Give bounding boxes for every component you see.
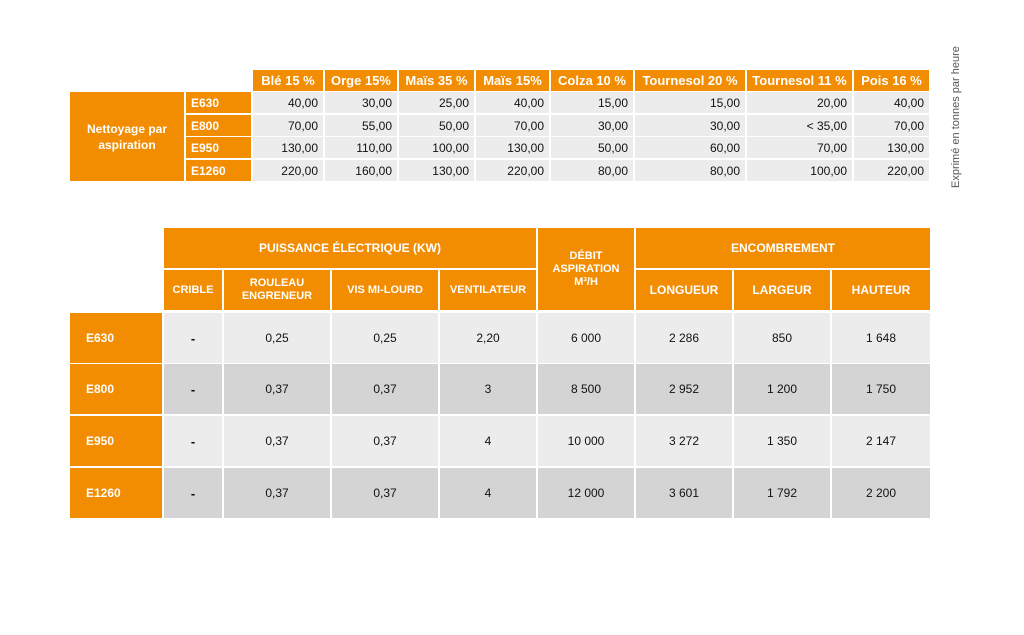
table2-cell: 0,37 bbox=[224, 416, 330, 466]
table1-cell: 40,00 bbox=[253, 92, 323, 113]
table2-cell: 0,37 bbox=[332, 416, 438, 466]
table1-cell: 100,00 bbox=[399, 137, 474, 158]
table2-cell: 0,37 bbox=[332, 468, 438, 518]
table2-cell: 8 500 bbox=[538, 364, 634, 414]
table1-cell: 220,00 bbox=[854, 160, 929, 181]
encombrement-group-header: ENCOMBREMENT bbox=[636, 228, 930, 268]
table1-cell: 15,00 bbox=[635, 92, 745, 113]
power-subheader-2: VIS MI-LOURD bbox=[332, 270, 438, 310]
table1-cell: 15,00 bbox=[551, 92, 633, 113]
table2-model-2: E950 bbox=[70, 416, 162, 466]
table1-cell: 130,00 bbox=[476, 137, 549, 158]
power-subheader-3: VENTILATEUR bbox=[440, 270, 536, 310]
debit-header: DÉBIT ASPIRATION M³/H bbox=[538, 228, 634, 310]
table2-cell: 3 272 bbox=[636, 416, 732, 466]
table1-model-3: E1260 bbox=[186, 160, 251, 181]
table1-header-4: Colza 10 % bbox=[551, 70, 633, 91]
table2-cell: 0,37 bbox=[224, 468, 330, 518]
dim-subheader-2: HAUTEUR bbox=[832, 270, 930, 310]
dim-subheader-1: LARGEUR bbox=[734, 270, 830, 310]
table1-cell: 55,00 bbox=[325, 115, 397, 136]
dim-subheader-0: LONGUEUR bbox=[636, 270, 732, 310]
table1-header-2: Maïs 35 % bbox=[399, 70, 474, 91]
table2-cell: 2 952 bbox=[636, 364, 732, 414]
table1-cell: 70,00 bbox=[747, 137, 852, 158]
table2-cell: 10 000 bbox=[538, 416, 634, 466]
table1-cell: 70,00 bbox=[476, 115, 549, 136]
table2-cell: 2 286 bbox=[636, 313, 732, 363]
table2-cell: 12 000 bbox=[538, 468, 634, 518]
table2-cell: - bbox=[164, 416, 222, 466]
table1-cell: 25,00 bbox=[399, 92, 474, 113]
table2-cell: 3 bbox=[440, 364, 536, 414]
table1-group-label: Nettoyage par aspiration bbox=[70, 92, 184, 181]
table1-cell: 220,00 bbox=[476, 160, 549, 181]
table2-cell: 1 750 bbox=[832, 364, 930, 414]
table1-cell: 70,00 bbox=[253, 115, 323, 136]
table1-cell: 100,00 bbox=[747, 160, 852, 181]
power-group-header: PUISSANCE ÉLECTRIQUE (KW) bbox=[164, 228, 536, 268]
table1-cell: 110,00 bbox=[325, 137, 397, 158]
table2-cell: 0,37 bbox=[332, 364, 438, 414]
table1-header-6: Tournesol 11 % bbox=[747, 70, 852, 91]
table1-header-7: Pois 16 % bbox=[854, 70, 929, 91]
table2-cell: 1 200 bbox=[734, 364, 830, 414]
table1-cell: 60,00 bbox=[635, 137, 745, 158]
table1-cell: 30,00 bbox=[551, 115, 633, 136]
table1-cell: 50,00 bbox=[399, 115, 474, 136]
table1-header-1: Orge 15% bbox=[325, 70, 397, 91]
table1-cell: 70,00 bbox=[854, 115, 929, 136]
table1-cell: 130,00 bbox=[854, 137, 929, 158]
table1-cell: 40,00 bbox=[854, 92, 929, 113]
table2-cell: 2 200 bbox=[832, 468, 930, 518]
table1-cell: < 35,00 bbox=[747, 115, 852, 136]
table1-cell: 80,00 bbox=[551, 160, 633, 181]
table2-cell: 3 601 bbox=[636, 468, 732, 518]
table2-model-1: E800 bbox=[70, 364, 162, 414]
table2-model-3: E1260 bbox=[70, 468, 162, 518]
table1-model-2: E950 bbox=[186, 137, 251, 158]
table1-cell: 30,00 bbox=[325, 92, 397, 113]
power-subheader-0: CRIBLE bbox=[164, 270, 222, 310]
table2-cell: - bbox=[164, 468, 222, 518]
power-subheader-1: ROULEAU ENGRENEUR bbox=[224, 270, 330, 310]
table2-cell: 4 bbox=[440, 416, 536, 466]
table2-cell: 2,20 bbox=[440, 313, 536, 363]
table1-cell: 50,00 bbox=[551, 137, 633, 158]
table2-model-0: E630 bbox=[70, 313, 162, 363]
table1-cell: 40,00 bbox=[476, 92, 549, 113]
table2-cell: - bbox=[164, 313, 222, 363]
table1-cell: 20,00 bbox=[747, 92, 852, 113]
table2-cell: 850 bbox=[734, 313, 830, 363]
table1-model-0: E630 bbox=[186, 92, 251, 113]
table2-cell: 0,37 bbox=[224, 364, 330, 414]
table1-cell: 220,00 bbox=[253, 160, 323, 181]
table2-cell: 2 147 bbox=[832, 416, 930, 466]
table1-cell: 80,00 bbox=[635, 160, 745, 181]
table2-cell: 0,25 bbox=[224, 313, 330, 363]
table1-cell: 130,00 bbox=[253, 137, 323, 158]
table1-header-3: Maïs 15% bbox=[476, 70, 549, 91]
table2-cell: - bbox=[164, 364, 222, 414]
table2-cell: 1 350 bbox=[734, 416, 830, 466]
table1-header-5: Tournesol 20 % bbox=[635, 70, 745, 91]
table1-cell: 30,00 bbox=[635, 115, 745, 136]
table2-cell: 0,25 bbox=[332, 313, 438, 363]
table1-model-1: E800 bbox=[186, 115, 251, 136]
table2-cell: 6 000 bbox=[538, 313, 634, 363]
table1-cell: 130,00 bbox=[399, 160, 474, 181]
units-note: Exprimé en tonnes par heure bbox=[950, 46, 962, 188]
table2-cell: 1 648 bbox=[832, 313, 930, 363]
table1-cell: 160,00 bbox=[325, 160, 397, 181]
table1-header-0: Blé 15 % bbox=[253, 70, 323, 91]
table2-cell: 4 bbox=[440, 468, 536, 518]
table2-cell: 1 792 bbox=[734, 468, 830, 518]
